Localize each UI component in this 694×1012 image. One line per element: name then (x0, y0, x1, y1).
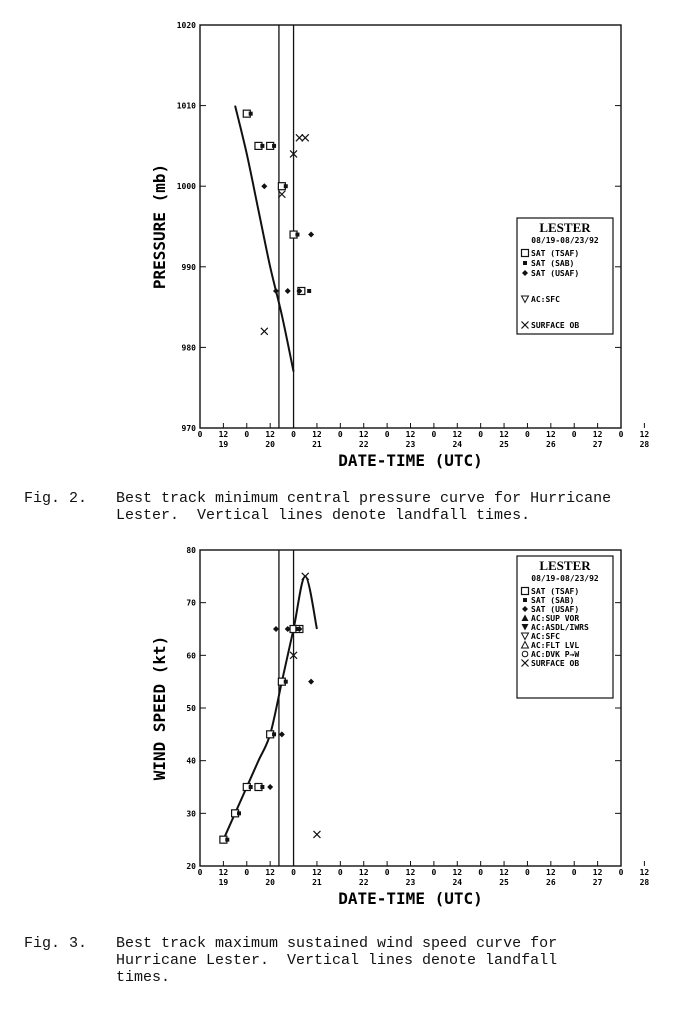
legend-entry-ac-asdl-iwrs: AC:ASDL/IWRS (531, 623, 589, 632)
figure-3-caption-line-2: Hurricane Lester. Vertical lines denote landfall (116, 952, 558, 969)
sat-usaf-point (273, 626, 279, 632)
y-tick-label: 40 (186, 756, 196, 766)
sat-usaf-point (267, 784, 273, 790)
y-tick-label: 30 (186, 809, 196, 819)
sat-sab-point (249, 112, 253, 116)
figure-3-caption-line-1: Best track maximum sustained wind speed curve for (116, 935, 558, 952)
figure-2-caption-line-1: Best track minimum central pressure curve for Hurricane (116, 490, 612, 507)
x-day-label: 24 (452, 440, 463, 449)
x-tick-label: 0 (478, 868, 484, 877)
x-day-label: 20 (265, 878, 275, 887)
sat-sab-point (272, 732, 276, 736)
sat-sab-point (272, 144, 276, 148)
sat-sab-point (260, 785, 264, 789)
x-day-label: 19 (218, 878, 229, 887)
legend-marker-sat-sab (523, 261, 527, 265)
x-day-label: 20 (265, 440, 275, 449)
y-tick-label: 980 (181, 343, 196, 353)
x-tick-label: 0 (618, 868, 624, 877)
sat-usaf-point (308, 679, 314, 685)
x-tick-label: 0 (431, 868, 437, 877)
x-day-label: 26 (546, 440, 556, 449)
legend-entry-sat-sab: SAT (SAB) (531, 596, 575, 605)
sat-sab-point (284, 184, 288, 188)
x-tick-label: 12 (592, 430, 603, 439)
figure-3-caption (24, 935, 674, 986)
x-tick-label: 12 (405, 430, 416, 439)
x-day-label: 23 (405, 878, 416, 887)
x-day-label: 19 (218, 440, 229, 449)
figure-2-caption (24, 490, 674, 524)
x-tick-label: 12 (265, 430, 275, 439)
surface-ob-point (302, 573, 309, 580)
x-tick-label: 12 (452, 868, 463, 877)
best-track-curve (223, 576, 317, 839)
x-day-label: 25 (499, 440, 509, 449)
legend-entry-sat-tsaf: SAT (TSAF) (531, 587, 580, 596)
sat-sab-point (249, 785, 253, 789)
x-tick-label: 0 (384, 430, 390, 439)
x-tick-label: 12 (546, 868, 556, 877)
figure-3-label: Fig. 3. (24, 935, 88, 952)
x-tick-label: 0 (244, 868, 250, 877)
x-day-label: 25 (499, 878, 509, 887)
legend-marker-sat-sab (523, 598, 527, 602)
sat-sab-point (284, 680, 288, 684)
sat-usaf-point (308, 232, 314, 238)
legend-title: LESTER (539, 558, 591, 573)
x-tick-label: 0 (571, 868, 577, 877)
x-tick-label: 0 (197, 868, 203, 877)
surface-ob-point (313, 831, 320, 838)
x-tick-label: 0 (384, 868, 390, 877)
x-tick-label: 0 (197, 430, 203, 439)
x-tick-label: 12 (218, 868, 229, 877)
x-day-label: 26 (546, 878, 556, 887)
x-tick-label: 12 (265, 868, 275, 877)
sat-sab-point (295, 233, 299, 237)
x-day-label: 28 (639, 440, 650, 449)
x-tick-label: 12 (499, 430, 509, 439)
legend-entry-sat-usaf: SAT (USAF) (531, 605, 580, 614)
x-tick-label: 0 (337, 868, 343, 877)
x-tick-label: 0 (571, 430, 577, 439)
x-tick-label: 0 (478, 430, 484, 439)
x-tick-label: 0 (291, 868, 296, 877)
x-tick-label: 12 (452, 430, 463, 439)
legend-entry-sat-sab: SAT (SAB) (531, 259, 575, 268)
legend-entry-surface-ob: SURFACE OB (531, 321, 580, 330)
wind-speed-chart (0, 528, 694, 933)
sat-usaf-point (279, 731, 285, 737)
x-tick-label: 12 (358, 430, 369, 439)
x-tick-label: 0 (337, 430, 343, 439)
surface-ob-point (261, 328, 268, 335)
x-day-label: 24 (452, 878, 463, 887)
x-day-label: 22 (358, 440, 369, 449)
figure-2-label: Fig. 2. (24, 490, 88, 507)
legend-entry-sat-tsaf: SAT (TSAF) (531, 249, 580, 258)
x-tick-label: 12 (499, 868, 509, 877)
y-tick-label: 70 (186, 598, 196, 608)
x-day-label: 21 (312, 440, 322, 449)
legend-entry-ac-sup-vor: AC:SUP VOR (531, 614, 580, 623)
x-tick-label: 0 (525, 430, 530, 439)
sat-usaf-point (285, 288, 291, 294)
legend-entry-ac-sfc: AC:SFC (531, 632, 560, 641)
x-tick-label: 12 (358, 868, 369, 877)
x-tick-label: 12 (312, 430, 322, 439)
y-tick-label: 970 (181, 424, 196, 433)
x-tick-label: 12 (639, 868, 650, 877)
x-day-label: 23 (405, 440, 416, 449)
legend-entry-ac-flt-lvl: AC:FLT LVL (531, 641, 580, 650)
y-tick-label: 1000 (176, 182, 196, 192)
x-tick-label: 0 (244, 430, 250, 439)
x-tick-label: 0 (525, 868, 530, 877)
sat-sab-point (237, 811, 241, 815)
x-tick-label: 0 (431, 430, 437, 439)
sat-sab-point (307, 289, 311, 293)
y-tick-label: 20 (186, 862, 196, 871)
x-tick-label: 0 (618, 430, 624, 439)
x-day-label: 28 (639, 878, 650, 887)
x-tick-label: 12 (218, 430, 229, 439)
pressure-chart (0, 0, 694, 480)
x-axis-title: DATE-TIME (UTC) (338, 889, 483, 908)
legend-title: LESTER (539, 220, 591, 235)
sat-sab-point (225, 838, 229, 842)
y-tick-label: 990 (181, 262, 196, 272)
y-tick-label: 1020 (176, 21, 196, 30)
y-axis-title: WIND SPEED (kt) (150, 635, 169, 781)
x-tick-label: 12 (312, 868, 322, 877)
figure-3-caption-line-3: times. (116, 969, 171, 986)
legend-marker-sat-tsaf (522, 588, 529, 595)
y-axis-title: PRESSURE (mb) (150, 163, 169, 290)
x-tick-label: 12 (546, 430, 556, 439)
legend-subtitle: 08/19-08/23/92 (531, 236, 599, 245)
legend-entry-ac-sfc: AC:SFC (531, 295, 560, 304)
legend-entry-surface-ob: SURFACE OB (531, 659, 580, 668)
figure-2-caption-line-2: Lester. Vertical lines denote landfall times. (116, 507, 531, 524)
y-tick-label: 60 (186, 651, 196, 661)
x-tick-label: 12 (592, 868, 603, 877)
x-axis-title: DATE-TIME (UTC) (338, 451, 483, 470)
y-tick-label: 1010 (176, 101, 196, 111)
x-day-label: 27 (592, 440, 603, 449)
sat-usaf-point (273, 288, 279, 294)
x-tick-label: 12 (405, 868, 416, 877)
x-day-label: 21 (312, 878, 322, 887)
x-day-label: 27 (592, 878, 603, 887)
x-tick-label: 0 (291, 430, 296, 439)
legend-subtitle: 08/19-08/23/92 (531, 574, 599, 583)
legend-marker-sat-tsaf (522, 250, 529, 257)
surface-ob-point (296, 134, 303, 141)
x-tick-label: 12 (639, 430, 650, 439)
y-tick-label: 80 (186, 546, 196, 555)
surface-ob-point (302, 134, 309, 141)
x-day-label: 22 (358, 878, 369, 887)
sat-sab-point (260, 144, 264, 148)
sat-usaf-point (261, 183, 267, 189)
legend-entry-sat-usaf: SAT (USAF) (531, 269, 580, 278)
y-tick-label: 50 (186, 704, 196, 713)
legend-entry-ac-dvk-p-w: AC:DVK P→W (531, 650, 580, 659)
